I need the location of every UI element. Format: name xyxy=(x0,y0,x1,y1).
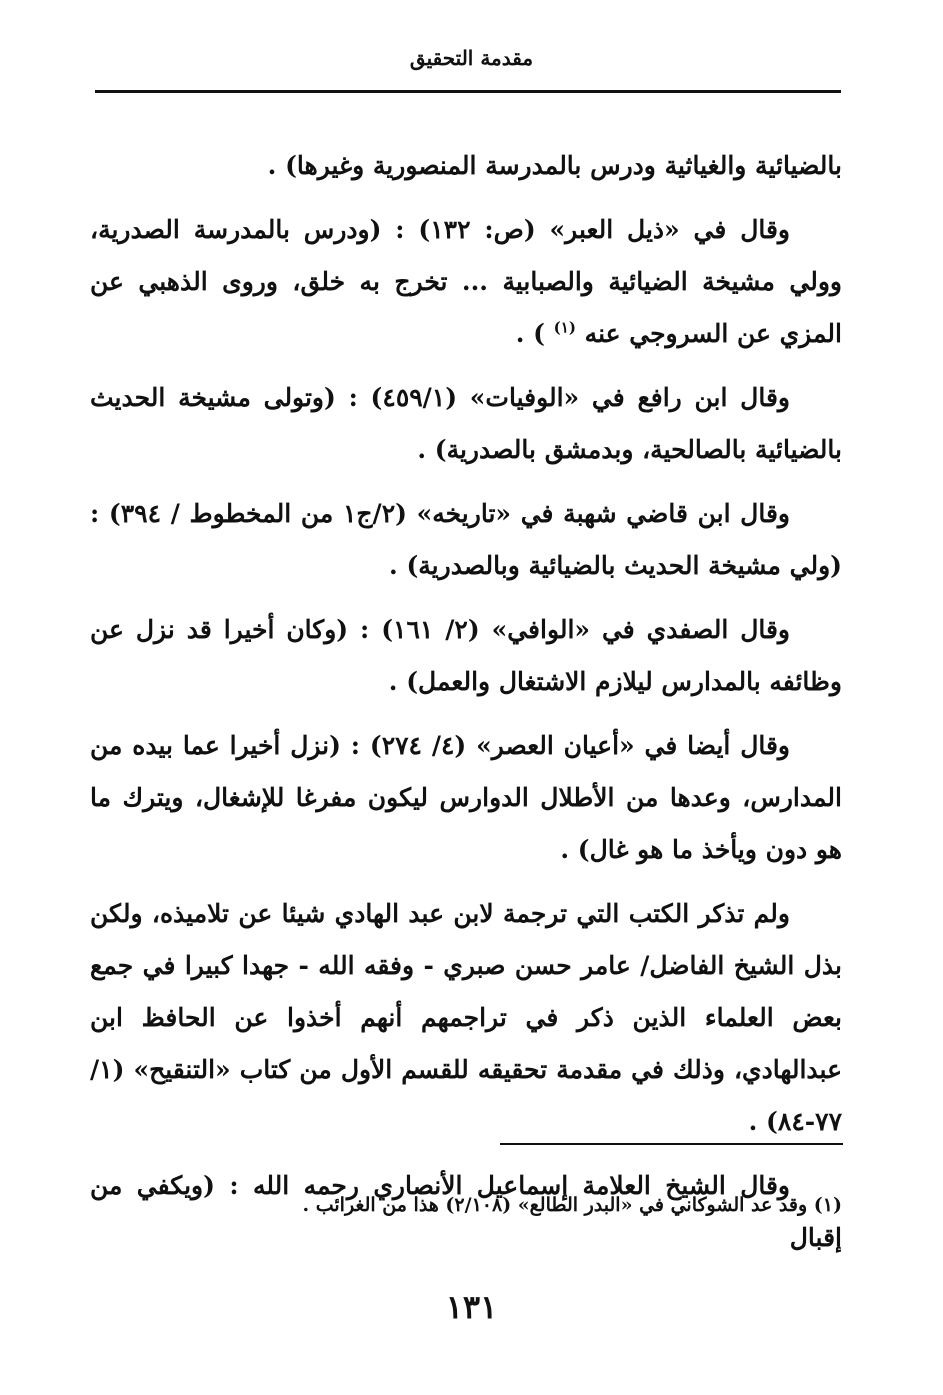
paragraph-2-tail: ) . xyxy=(515,319,545,348)
paragraph-3: وقال ابن رافع في «الوفيات» (٤٥٩/١) : (وتولى مشيخة الحديث بالضيائية بالصالحية، وبدمشق بالصدرية) . xyxy=(90,383,842,464)
paragraph-4: وقال ابن قاضي شهبة في «تاريخه» (٢/ج١ من المخطوط / ٣٩٤) : (ولي مشيخة الحديث بالضيائية وبالصدرية) . xyxy=(90,499,842,580)
paragraph-2-text: وقال في «ذيل العبر» (ص: ١٣٢) : (ودرس بالمدرسة الصدرية، وولي مشيخة الضيائية والصبابية ... تخرج به خلق، وروى الذهبي عن المزي عن السروجي عنه xyxy=(90,215,842,348)
header-rule xyxy=(95,90,841,93)
footnote-reference[interactable]: (١) xyxy=(553,318,576,337)
paragraph-1: بالضيائية والغياثية ودرس بالمدرسة المنصورية وغيرها) . xyxy=(267,151,842,180)
footnote-rule xyxy=(500,1143,843,1145)
paragraph-5: وقال الصفدي في «الوافي» (٢/ ١٦١) : (وكان أخيرا قد نزل عن وظائفه بالمدارس ليلازم الاشتغال والعمل) . xyxy=(90,615,842,696)
footnote: (١) وقد عد الشوكاني في «البدر الطالع» (٢/١٠٨) هذا من الغرائب . xyxy=(302,1194,842,1216)
paragraph-6: وقال أيضا في «أعيان العصر» (٤/ ٢٧٤) : (نزل أخيرا عما بيده من المدارس، وعدها من الأطلال الدوارس ليكون مفرغا للإشغال، ويترك ما هو دون ويأخذ ما هو غال) . xyxy=(90,731,842,864)
paragraph-7: ولم تذكر الكتب التي ترجمة لابن عبد الهادي شيئا عن تلاميذه، ولكن بذل الشيخ الفاضل/ عامر حسن صبري - وفقه الله - جهدا كبيرا في جمع بعض العلماء الذين ذكر في تراجمهم أنهم أخذوا عن الحافظ ابن عبدالهادي، وذلك في مقدمة تحقيقه للقسم الأول من كتاب «التنقيح» (١/ ٧٧-٨٤) . xyxy=(90,899,843,1136)
page-number: ١٣١ xyxy=(445,1288,498,1326)
running-head: مقدمة التحقيق xyxy=(409,46,534,70)
paragraph-2 xyxy=(90,204,842,360)
body-text xyxy=(90,140,842,1276)
paragraph-8: وقال الشيخ العلامة إسماعيل الأنصاري رحمه الله : (ويكفي من إقبال xyxy=(90,1171,842,1252)
